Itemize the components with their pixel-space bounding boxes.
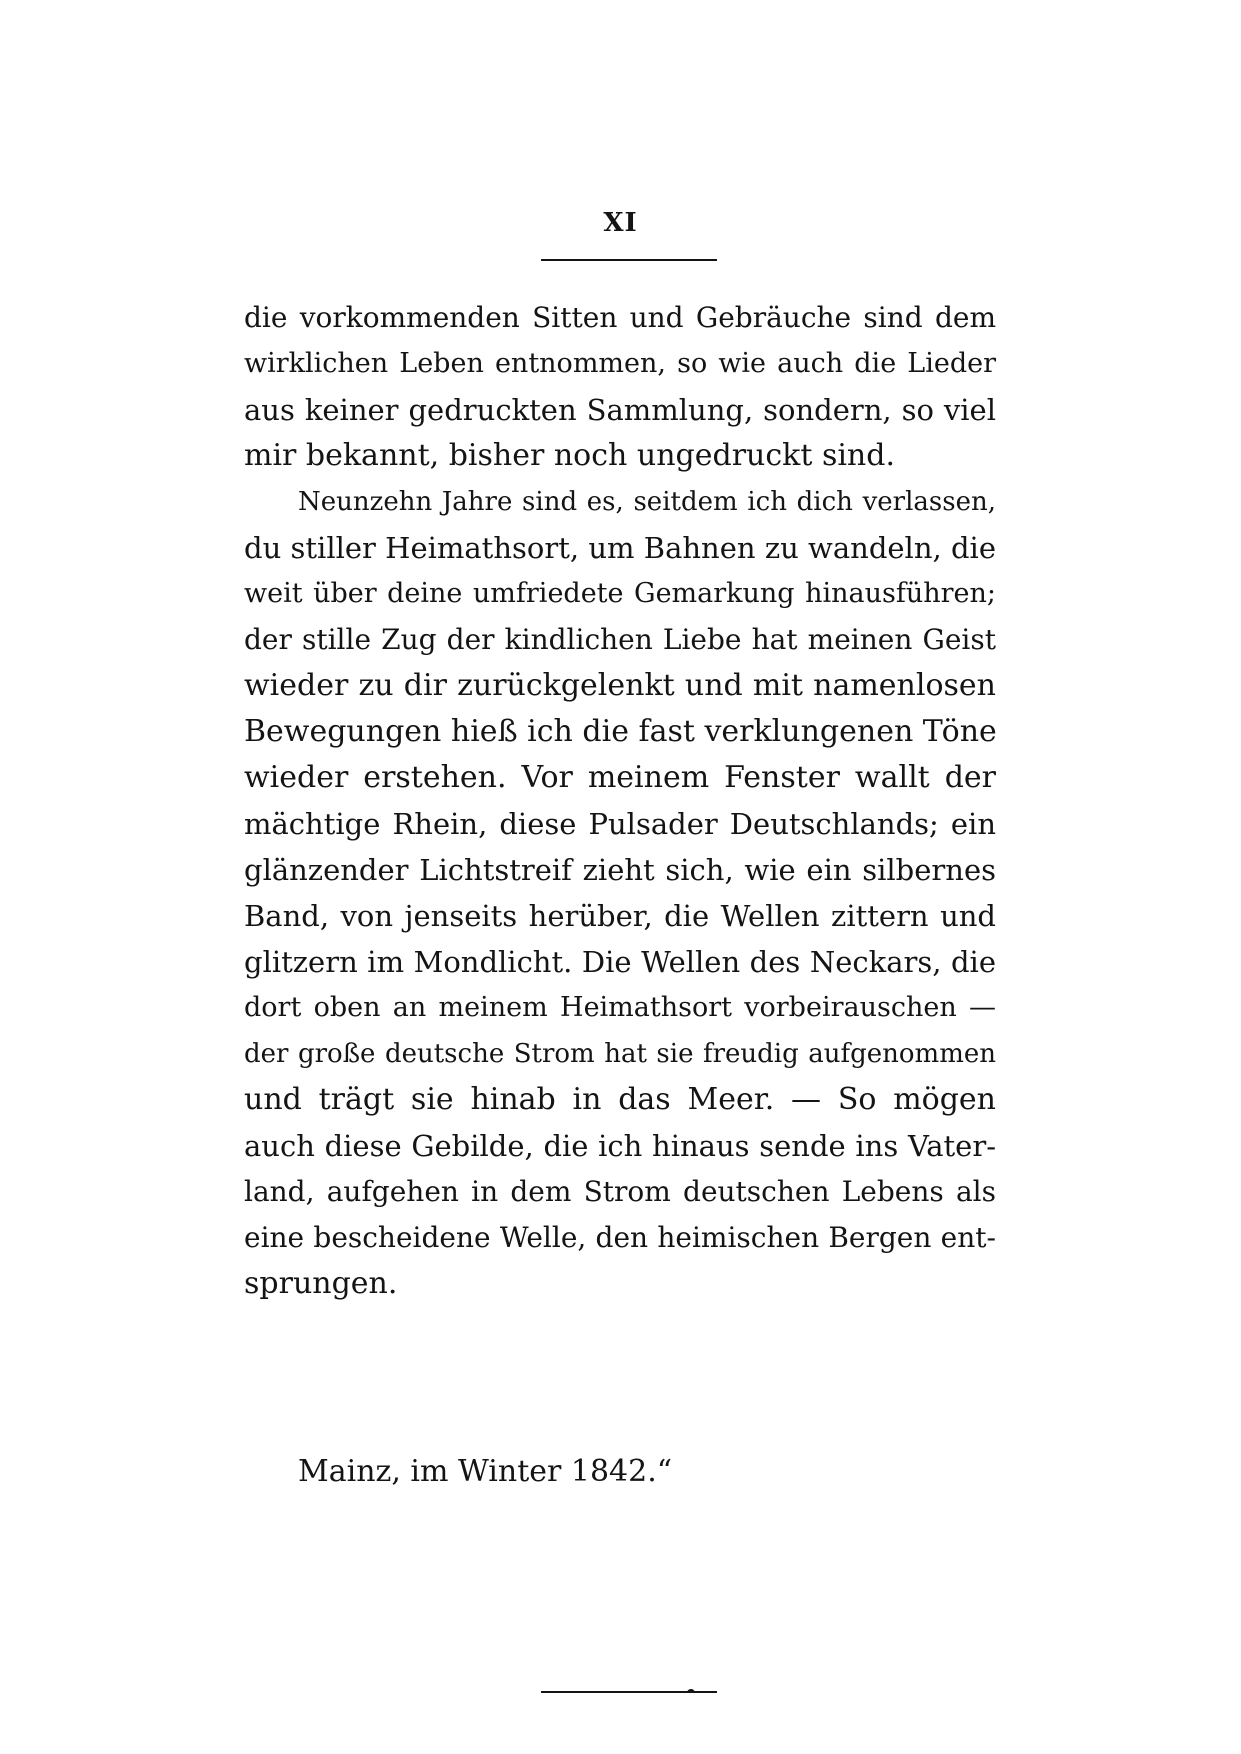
place-and-date: Mainz, im Winter 1842.“ xyxy=(298,1454,673,1489)
text-line: Band, von jenseits herüber, die Wellen zittern und xyxy=(244,899,996,933)
text-line: Neunzehn Jahre sind es, seitdem ich dich verlassen, xyxy=(298,487,996,517)
text-line: der stille Zug der kindlichen Liebe hat meinen Geist xyxy=(244,623,996,656)
text-line: und trägt sie hinab in das Meer. — So mögen xyxy=(244,1082,996,1117)
text-line: wirklichen Leben entnommen, so wie auch die Lieder xyxy=(244,348,996,379)
text-line: weit über deine umfriedete Gemarkung hinausführen; xyxy=(244,578,996,609)
text-line: glänzender Lichtstreif zieht sich, wie ein silbernes xyxy=(244,853,996,887)
text-line: dort oben an meinem Heimathsort vorbeirauschen — xyxy=(244,992,996,1023)
text-line: eine bescheidene Welle, den heimischen Bergen ent- xyxy=(244,1221,996,1254)
end-rule xyxy=(541,1691,717,1693)
text-line: Bewegungen hieß ich die fast verklungenen Töne xyxy=(244,714,997,749)
text-line: aus keiner gedruckten Sammlung, sondern, so viel xyxy=(244,393,996,427)
text-line: du stiller Heimathsort, um Bahnen zu wandeln, die xyxy=(244,531,996,565)
page-number: XI xyxy=(603,208,638,238)
text-line: mir bekannt, bisher noch ungedruckt sind. xyxy=(244,438,895,473)
text-line: die vorkommenden Sitten und Gebräuche sind dem xyxy=(244,301,996,334)
text-line: mächtige Rhein, diese Pulsader Deutschlands; ein xyxy=(244,807,996,841)
header-rule xyxy=(541,259,717,261)
text-line: glitzern im Mondlicht. Die Wellen des Neckars, die xyxy=(244,945,996,979)
text-line: sprungen. xyxy=(244,1266,398,1301)
text-line: der große deutsche Strom hat sie freudig aufgenommen xyxy=(244,1039,996,1069)
text-line: land, aufgehen in dem Strom deutschen Lebens als xyxy=(244,1175,996,1208)
text-line: wieder zu dir zurückgelenkt und mit namenlosen xyxy=(244,668,996,703)
text-line: auch diese Gebilde, die ich hinaus sende ins Vater- xyxy=(244,1129,996,1163)
text-line: wieder erstehen. Vor meinem Fenster wallt der xyxy=(244,760,996,795)
